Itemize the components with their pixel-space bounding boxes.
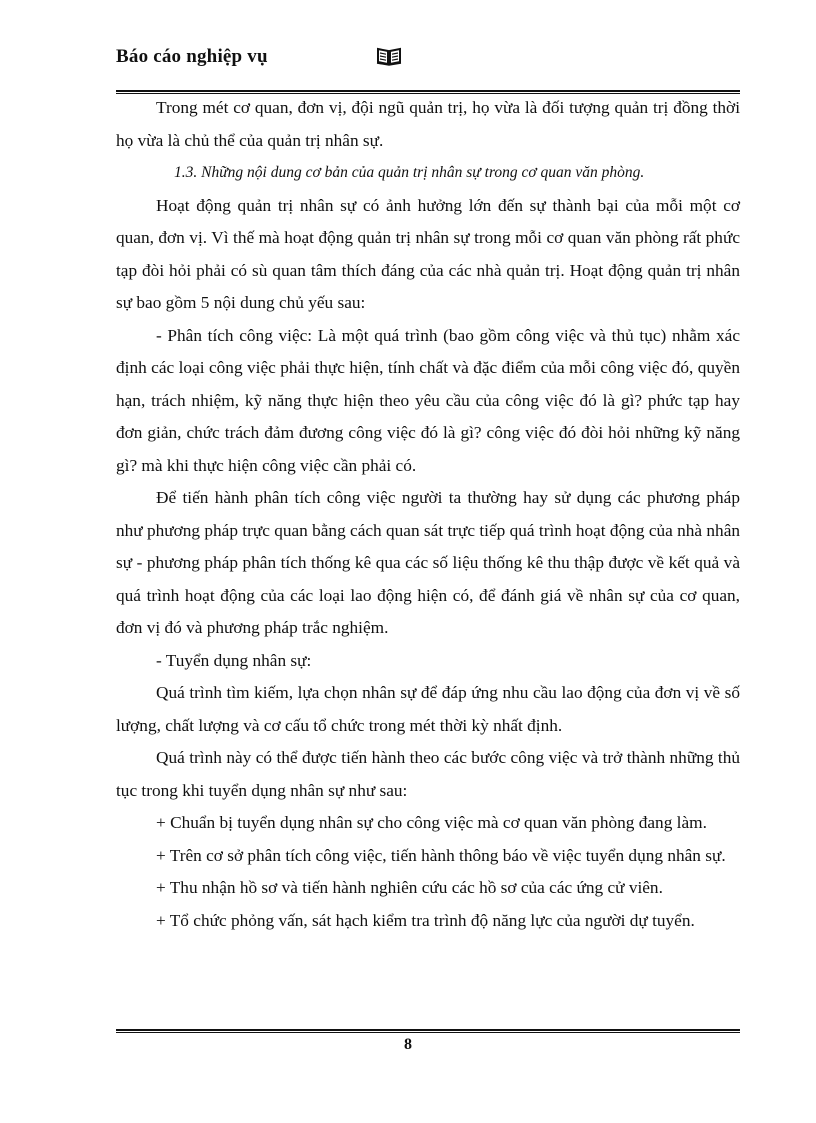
- paragraph: - Tuyển dụng nhân sự:: [156, 650, 312, 670]
- paragraph: Hoạt động quản trị nhân sự có ảnh hưởng lớn đến sự thành bại của mỗi một cơ quan, đơn vị. Vì thế mà hoạt động quản trị nhân sự trong mỗi cơ quan văn phòng rất phức tạp đòi hỏi phải có sù quan tâm thích đáng của các nhà quản trị. Hoạt động quản trị nhân sự bao gồm 5 nội dung chủ yếu sau:: [116, 195, 740, 312]
- header-title: Báo cáo nghiệp vụ: [116, 46, 268, 67]
- list-item: + Chuẩn bị tuyển dụng nhân sự cho công việc mà cơ quan văn phòng đang làm.: [156, 813, 707, 832]
- paragraph: Trong mét cơ quan, đơn vị, đội ngũ quản trị, họ vừa là đối tượng quản trị đồng thời họ vừa là chủ thể của quản trị nhân sự.: [116, 98, 740, 150]
- page-number: 8: [404, 1036, 412, 1053]
- paragraph: - Phân tích công việc: Là một quá trình (bao gồm công việc và thủ tục) nhằm xác định các loại công việc phải thực hiện, tính chất và đặc điểm của mỗi công việc đó, quyền hạn, trách nhiệm, kỹ năng thực hiện theo yêu cầu của công việc đó là gì? phức tạp hay đơn giản, chức trách đảm đương công việc đó là gì? công việc đó đòi hỏi những kỹ năng gì? mà khi thực hiện công việc cần phải có.: [116, 325, 740, 475]
- footer-rule: [116, 1029, 740, 1034]
- list-item: + Trên cơ sở phân tích công việc, tiến hành thông báo về việc tuyển dụng nhân sự.: [156, 845, 726, 865]
- open-book-icon: [376, 46, 402, 66]
- page-header: [116, 44, 740, 74]
- paragraph: Quá trình tìm kiếm, lựa chọn nhân sự để đáp ứng nhu cầu lao động của đơn vị về số lượng, chất lượng và cơ cấu tổ chức trong mét thời kỳ nhất định.: [116, 683, 740, 735]
- list-item: + Tổ chức phỏng vấn, sát hạch kiểm tra trình độ năng lực của người dự tuyển.: [156, 910, 695, 930]
- section-heading: 1.3. Những nội dung cơ bản của quản trị nhân sự trong cơ quan văn phòng.: [174, 164, 645, 181]
- document-body: [116, 92, 740, 937]
- paragraph: Để tiến hành phân tích công việc người ta thường hay sử dụng các phương pháp như phương pháp trực quan bằng cách quan sát trực tiếp quá trình hoạt động của nhà nhân sự - phương pháp phân tích thống kê qua các số liệu thống kê thu thập được về kết quả và quá trình hoạt động của các loại lao động hiện có, để đánh giá về nhân sự của cơ quan, đơn vị đó và phương pháp trắc nghiệm.: [116, 488, 740, 637]
- paragraph: Quá trình này có thể được tiến hành theo các bước công việc và trở thành những thủ tục trong khi tuyển dụng nhân sự như sau:: [116, 748, 740, 800]
- list-item: + Thu nhận hồ sơ và tiến hành nghiên cứu các hồ sơ của các ứng cử viên.: [156, 878, 663, 897]
